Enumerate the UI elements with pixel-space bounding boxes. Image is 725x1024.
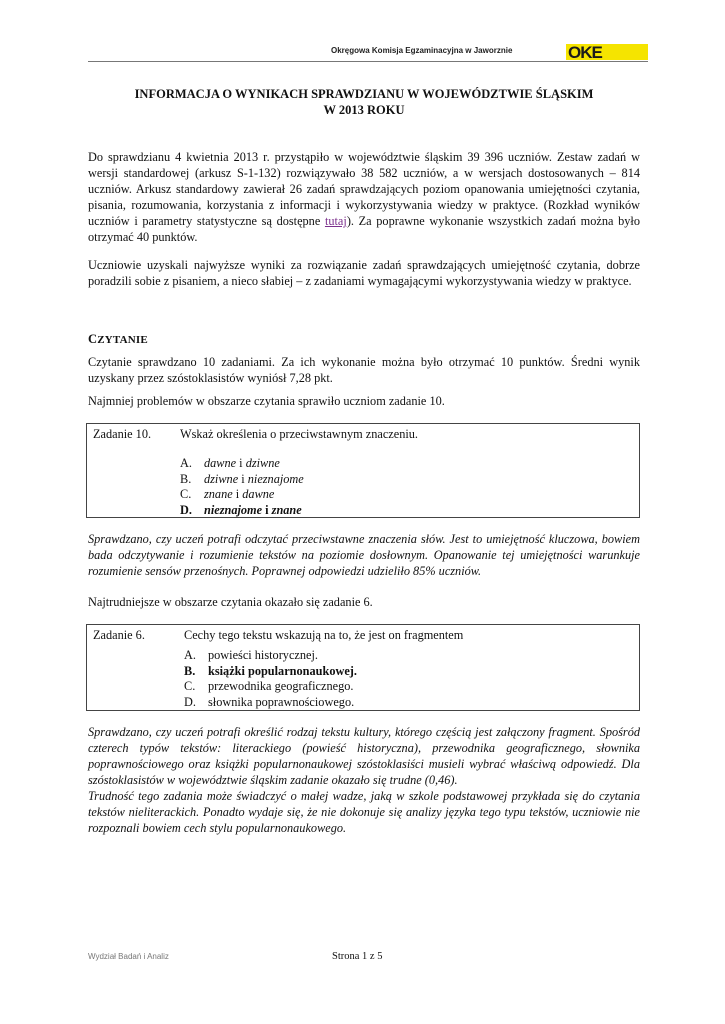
footer-department: Wydział Badań i Analiz (88, 952, 169, 961)
task-6-label: Zadanie 6. (93, 628, 145, 642)
results-link[interactable]: tutaj (324, 214, 347, 228)
task-10-question: Wskaż określenia o przeciwstawnym znaczeniu. (180, 427, 418, 441)
task-10-comment: Sprawdzano, czy uczeń potrafi odczytać przeciwstawne znaczenia słów. Jest to umiejętność kluczowa, bowiem bada odczytywanie i rozumienie tekstów na poziomie dosłownym. Opanowanie tej umiejętności warunkuje rozumienie sensów przenośnych. Poprawnej odpowiedzi udzieliło 85% uczniów. (88, 532, 640, 578)
intro-paragraph: Do sprawdzianu 4 kwietnia 2013 r. przystąpiło w województwie śląskim 39 396 uczniów. Zestaw zadań w wersji standardowej (arkusz S-1-132) rozwiązywało 38 582 uczniów, a w wersjach dostosowanych – 814 uczniów. Arkusz standardowy zawierał 26 zadań sprawdzających poziom opanowania umiejętności czytania, pisania, rozumowania, korzystania z informacji i wykorzystywania wiedzy w praktyce. (Rozkład wyników uczniów i parametry statystyczne są dostępne tutaj). Za poprawne wykonanie wszystkich zadań można było otrzymać 40 punktów. (88, 150, 640, 244)
task-6-question: Cechy tego tekstu wskazują na to, że jest on fragmentem (184, 628, 464, 642)
task-6-box: Zadanie 6. Cechy tego tekstu wskazują na to, że jest on fragmentem A. powieści historycznej. B. książki popularnonaukowej. C. przewodnika geograficznego. D. słownika poprawnościowego. (86, 624, 640, 711)
title-line-1: INFORMACJA O WYNIKACH SPRAWDZIANU W WOJEWÓDZTWIE ŚLĄSKIM (134, 87, 594, 101)
svg-text:OKE: OKE (568, 44, 602, 60)
institution-name: Okręgowa Komisja Egzaminacyjna w Jaworznie (331, 46, 513, 55)
title-line-2: W 2013 ROKU (323, 103, 405, 117)
task-10-box: Zadanie 10. Wskaż określenia o przeciwstawnym znaczeniu. A. dawne i dziwne B. dziwne i nieznajome C. znane i dawne D. nieznajome i znane (86, 423, 640, 518)
oke-logo (538, 44, 648, 60)
section-heading: CZYTANIE (88, 332, 148, 346)
section-intro: Czytanie sprawdzano 10 zadaniami. Za ich wykonanie można było otrzymać 10 punktów. Średni wynik uzyskany przez szóstoklasistów wyniósł 7,28 pkt. (88, 355, 640, 385)
page-title (88, 86, 640, 118)
task-10-label: Zadanie 10. (93, 427, 152, 441)
least-problems-text: Najmniej problemów w obszarze czytania sprawiło uczniom zadanie 10. (88, 394, 445, 408)
summary-paragraph: Uczniowie uzyskali najwyższe wyniki za rozwiązanie zadań sprawdzających umiejętność czytania, dobrze poradzili sobie z pisaniem, a nieco słabiej – z zadaniami wymagającymi wykorzystywania wiedzy w praktyce. (88, 258, 640, 288)
page-number: Strona 1 z 5 (332, 951, 383, 962)
task-6-comment-2: Trudność tego zadania może świadczyć o małej wadze, jaką w szkole podstawowej przykłada się do czytania tekstów nieliterackich. Ponadto wydaje się, że nie dokonuje się analizy języka tego typu tekstów, uczniowie nie rozpoznali bowiem cech stylu popularnonaukowego. (88, 789, 640, 835)
hardest-text: Najtrudniejsze w obszarze czytania okazało się zadanie 6. (88, 595, 373, 609)
task-6-comment: Sprawdzano, czy uczeń potrafi określić rodzaj tekstu kultury, którego częścią jest załączony fragment. Spośród czterech typów tekstów: literackiego (powieść historyczna), przewodnika geograficznego, słownika poprawnościowego oraz książki popularnonaukowej szóstoklasiści musieli wybrać właściwą odpowiedź. Dla szóstoklasistów w województwie śląskim zadanie okazało się trudne (0,46). (88, 725, 640, 787)
page-header (88, 44, 648, 62)
header-divider (88, 61, 648, 62)
